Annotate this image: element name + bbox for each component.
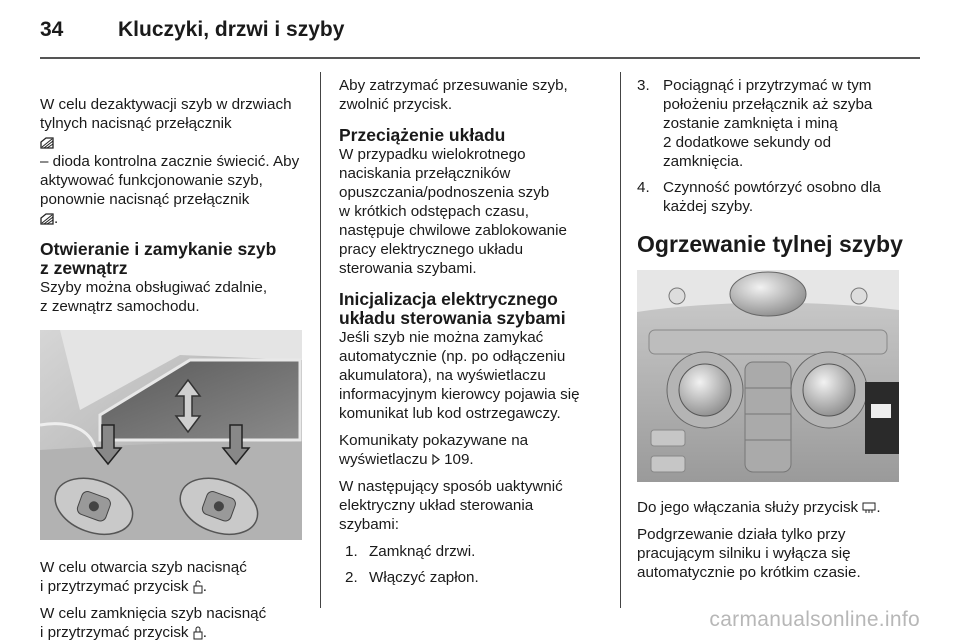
paragraph-initialization: Jeśli szyb nie można zamykać automatycznie (np. po odłączeniu akumulatora), na wyświetlaczu informacyjnym kierowcy pojawia się komunikat lub kod ostrzegawczy. bbox=[339, 329, 580, 422]
lock-icon bbox=[193, 626, 203, 640]
paragraph-close-windows: W celu zamknięcia szyb nacisnąć i przytrzymać przycisk . bbox=[40, 605, 267, 641]
paragraph-messages: Komunikaty pokazywane na wyświetlaczu 109. bbox=[339, 432, 529, 468]
watermark: carmanualsonline.info bbox=[709, 608, 920, 631]
paragraph-activate: W następujący sposób uaktywnić elektryczny układ sterowania szybami: bbox=[339, 478, 563, 533]
steps-list bbox=[339, 542, 614, 587]
heading-remote-windows: Otwieranie i zamykanie szyb z zewnątrz bbox=[40, 239, 277, 278]
unlock-icon bbox=[193, 580, 203, 594]
list-item: 3. Pociągnąć i przytrzymać w tym położeniu przełącznik aż szyba zostanie zamknięta i miną 2 dodatkowe sekundy od zamknięcia. bbox=[637, 77, 873, 170]
paragraph-heater-operation: Podgrzewanie działa tylko przy pracującym silniku i wyłącza się automatycznie po krótkim czasie. bbox=[637, 526, 861, 581]
paragraph-remote-windows: Szyby można obsługiwać zdalnie, z zewnątrz samochodu. bbox=[40, 279, 268, 315]
paragraph-heater-button: Do jego włączania służy przycisk . bbox=[637, 499, 881, 516]
rear-window-heating-icon bbox=[862, 502, 876, 514]
page-header bbox=[40, 18, 920, 58]
window-lock-icon bbox=[40, 213, 54, 225]
paragraph-deactivate-rear-windows: W celu dezaktywacji szyb w drzwiach tylnych nacisnąć przełącznik – dioda kontrolna zacznie świecić. Aby aktywować funkcjonowanie szyb, ponownie nacisnąć przełącznik . bbox=[40, 96, 300, 227]
heading-system-overload: Przeciążenie układu bbox=[339, 125, 506, 145]
page-number: 34 bbox=[40, 18, 64, 41]
page-ref-triangle-icon bbox=[432, 454, 440, 465]
header-rule bbox=[40, 57, 920, 59]
heading-rear-window-heating: Ogrzewanie tylnej szyby bbox=[637, 231, 903, 257]
paragraph-system-overload: W przypadku wielokrotnego naciskania przełączników opuszczania/podnoszenia szyb w krótkich odstępach czasu, następuje chwilowe zablokowanie pracy elektrycznego układu sterowania szybami. bbox=[339, 146, 567, 277]
paragraph-stop-windows: Aby zatrzymać przesuwanie szyb, zwolnić przycisk. bbox=[339, 77, 568, 113]
column-3 bbox=[637, 76, 922, 590]
list-item: 1. Zamknąć drzwi. bbox=[345, 543, 476, 560]
column-divider bbox=[320, 72, 321, 608]
window-lock-icon bbox=[40, 137, 54, 149]
list-item: 2. Włączyć zapłon. bbox=[345, 569, 479, 586]
chapter-title: Kluczyki, drzwi i szyby bbox=[118, 18, 345, 41]
steps-list-continued bbox=[637, 76, 922, 216]
column-divider bbox=[620, 72, 621, 608]
list-item: 4. Czynność powtórzyć osobno dla każdej szyby. bbox=[637, 179, 881, 215]
remote-window-illustration bbox=[40, 330, 302, 540]
paragraph-open-windows: W celu otwarcia szyb nacisnąć i przytrzymać przycisk . bbox=[40, 559, 247, 595]
page-reference-link[interactable]: 109. bbox=[444, 451, 474, 468]
climate-control-panel-illustration bbox=[637, 270, 899, 482]
column-2 bbox=[339, 76, 614, 594]
heading-initialization: Inicjalizacja elektrycznego układu sterowania szybami bbox=[339, 289, 566, 328]
column-1 bbox=[40, 76, 308, 642]
